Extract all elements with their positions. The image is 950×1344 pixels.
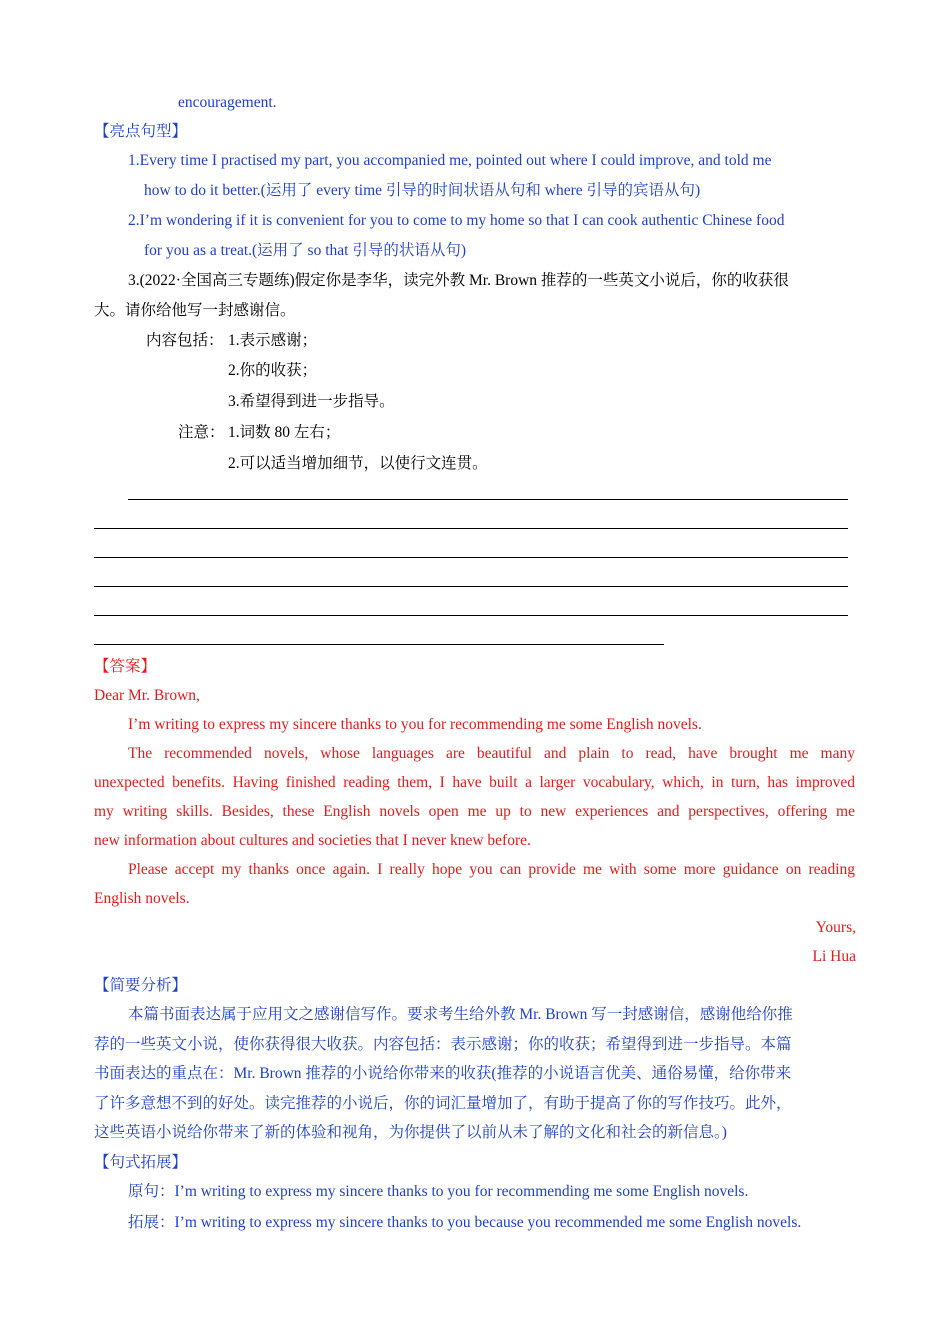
writing-line-2 xyxy=(94,528,848,529)
answer-paragraph-1: I’m writing to express my sincere thanks to you for recommending me some English novels. xyxy=(128,716,702,733)
analysis-line-4: 了许多意想不到的好处。读完推荐的小说后，你的词汇量增加了，有助于提高了你的写作技巧。此外， xyxy=(94,1095,792,1112)
content-item-1: 1.表示感谢； xyxy=(228,332,318,349)
extended-sentence: I’m writing to express my sincere thanks to you because you recommended me some English novels. xyxy=(174,1214,802,1231)
analysis-line-1: 本篇书面表达属于应用文之感谢信写作。要求考生给外教 Mr. Brown 写一封感谢信，感谢他给你推 xyxy=(128,1006,793,1023)
highlights-heading: 【亮点句型】 xyxy=(94,123,188,140)
content-item-3: 3.希望得到进一步指导。 xyxy=(228,393,395,410)
answer-paragraph-2-line-2: unexpected benefits. Having finished reading them, I have built a larger vocabulary, which, in turn, has improved xyxy=(94,774,855,791)
note-label: 注意： xyxy=(178,424,225,441)
answer-heading: 【答案】 xyxy=(94,658,157,675)
answer-paragraph-3-line-1: Please accept my thanks once again. I really hope you can provide me with some more guidance on reading xyxy=(128,861,855,878)
content-item-2: 2.你的收获； xyxy=(228,362,318,379)
analysis-heading: 【简要分析】 xyxy=(94,977,188,994)
question-line-1: 3.(2022·全国高三专题练)假定你是李华，读完外教 Mr. Brown 推荐的一些英文小说后，你的收获很 xyxy=(128,272,789,289)
expansion-extended xyxy=(128,1213,801,1233)
highlight-item-2-line-2: for you as a treat.(运用了 so that 引导的状语从句) xyxy=(144,242,466,259)
note-item-1: 1.词数 80 左右； xyxy=(228,424,341,441)
encouragement-text: encouragement. xyxy=(178,94,277,111)
writing-line-1 xyxy=(128,499,848,500)
analysis-line-3: 书面表达的重点在：Mr. Brown 推荐的小说给你带来的收获(推荐的小说语言优美、通俗易懂，给你带来 xyxy=(94,1065,792,1082)
answer-signature: Li Hua xyxy=(812,948,856,965)
question-line-2: 大。请你给他写一封感谢信。 xyxy=(94,302,296,319)
expansion-original xyxy=(128,1182,748,1202)
writing-line-3 xyxy=(94,557,848,558)
original-sentence: I’m writing to express my sincere thanks to you for recommending me some English novels. xyxy=(174,1183,749,1200)
analysis-line-2: 荐的一些英文小说，使你获得很大收获。内容包括：表示感谢；你的收获；希望得到进一步指导。本篇 xyxy=(94,1036,792,1053)
highlight-item-2-line-1: 2.I’m wondering if it is convenient for you to come to my home so that I can cook authentic Chinese food xyxy=(128,212,785,229)
answer-paragraph-2-line-4: new information about cultures and societies that I never knew before. xyxy=(94,832,531,849)
answer-closing: Yours, xyxy=(815,919,856,936)
answer-paragraph-3-line-2: English novels. xyxy=(94,890,190,907)
writing-line-4 xyxy=(94,586,848,587)
extended-label: 拓展： xyxy=(128,1214,175,1231)
content-label: 内容包括： xyxy=(146,332,224,349)
analysis-line-5: 这些英语小说给你带来了新的体验和视角，为你提供了以前从未了解的文化和社会的新信息。) xyxy=(94,1124,727,1141)
answer-paragraph-2-line-3: my writing skills. Besides, these English novels open me up to new experiences and perspectives, offering me xyxy=(94,803,855,820)
note-item-2: 2.可以适当增加细节，以使行文连贯。 xyxy=(228,455,488,472)
expansion-heading: 【句式拓展】 xyxy=(94,1154,188,1171)
original-label: 原句： xyxy=(128,1183,175,1200)
highlight-item-1-line-1: 1.Every time I practised my part, you accompanied me, pointed out where I could improve, and told me xyxy=(128,152,772,169)
writing-line-6 xyxy=(94,644,664,645)
highlight-item-1-line-2: how to do it better.(运用了 every time 引导的时间状语从句和 where 引导的宾语从句) xyxy=(144,182,701,199)
answer-salutation: Dear Mr. Brown, xyxy=(94,687,200,704)
writing-line-5 xyxy=(94,615,848,616)
answer-paragraph-2-line-1: The recommended novels, whose languages are beautiful and plain to read, have brought me many xyxy=(128,745,855,762)
